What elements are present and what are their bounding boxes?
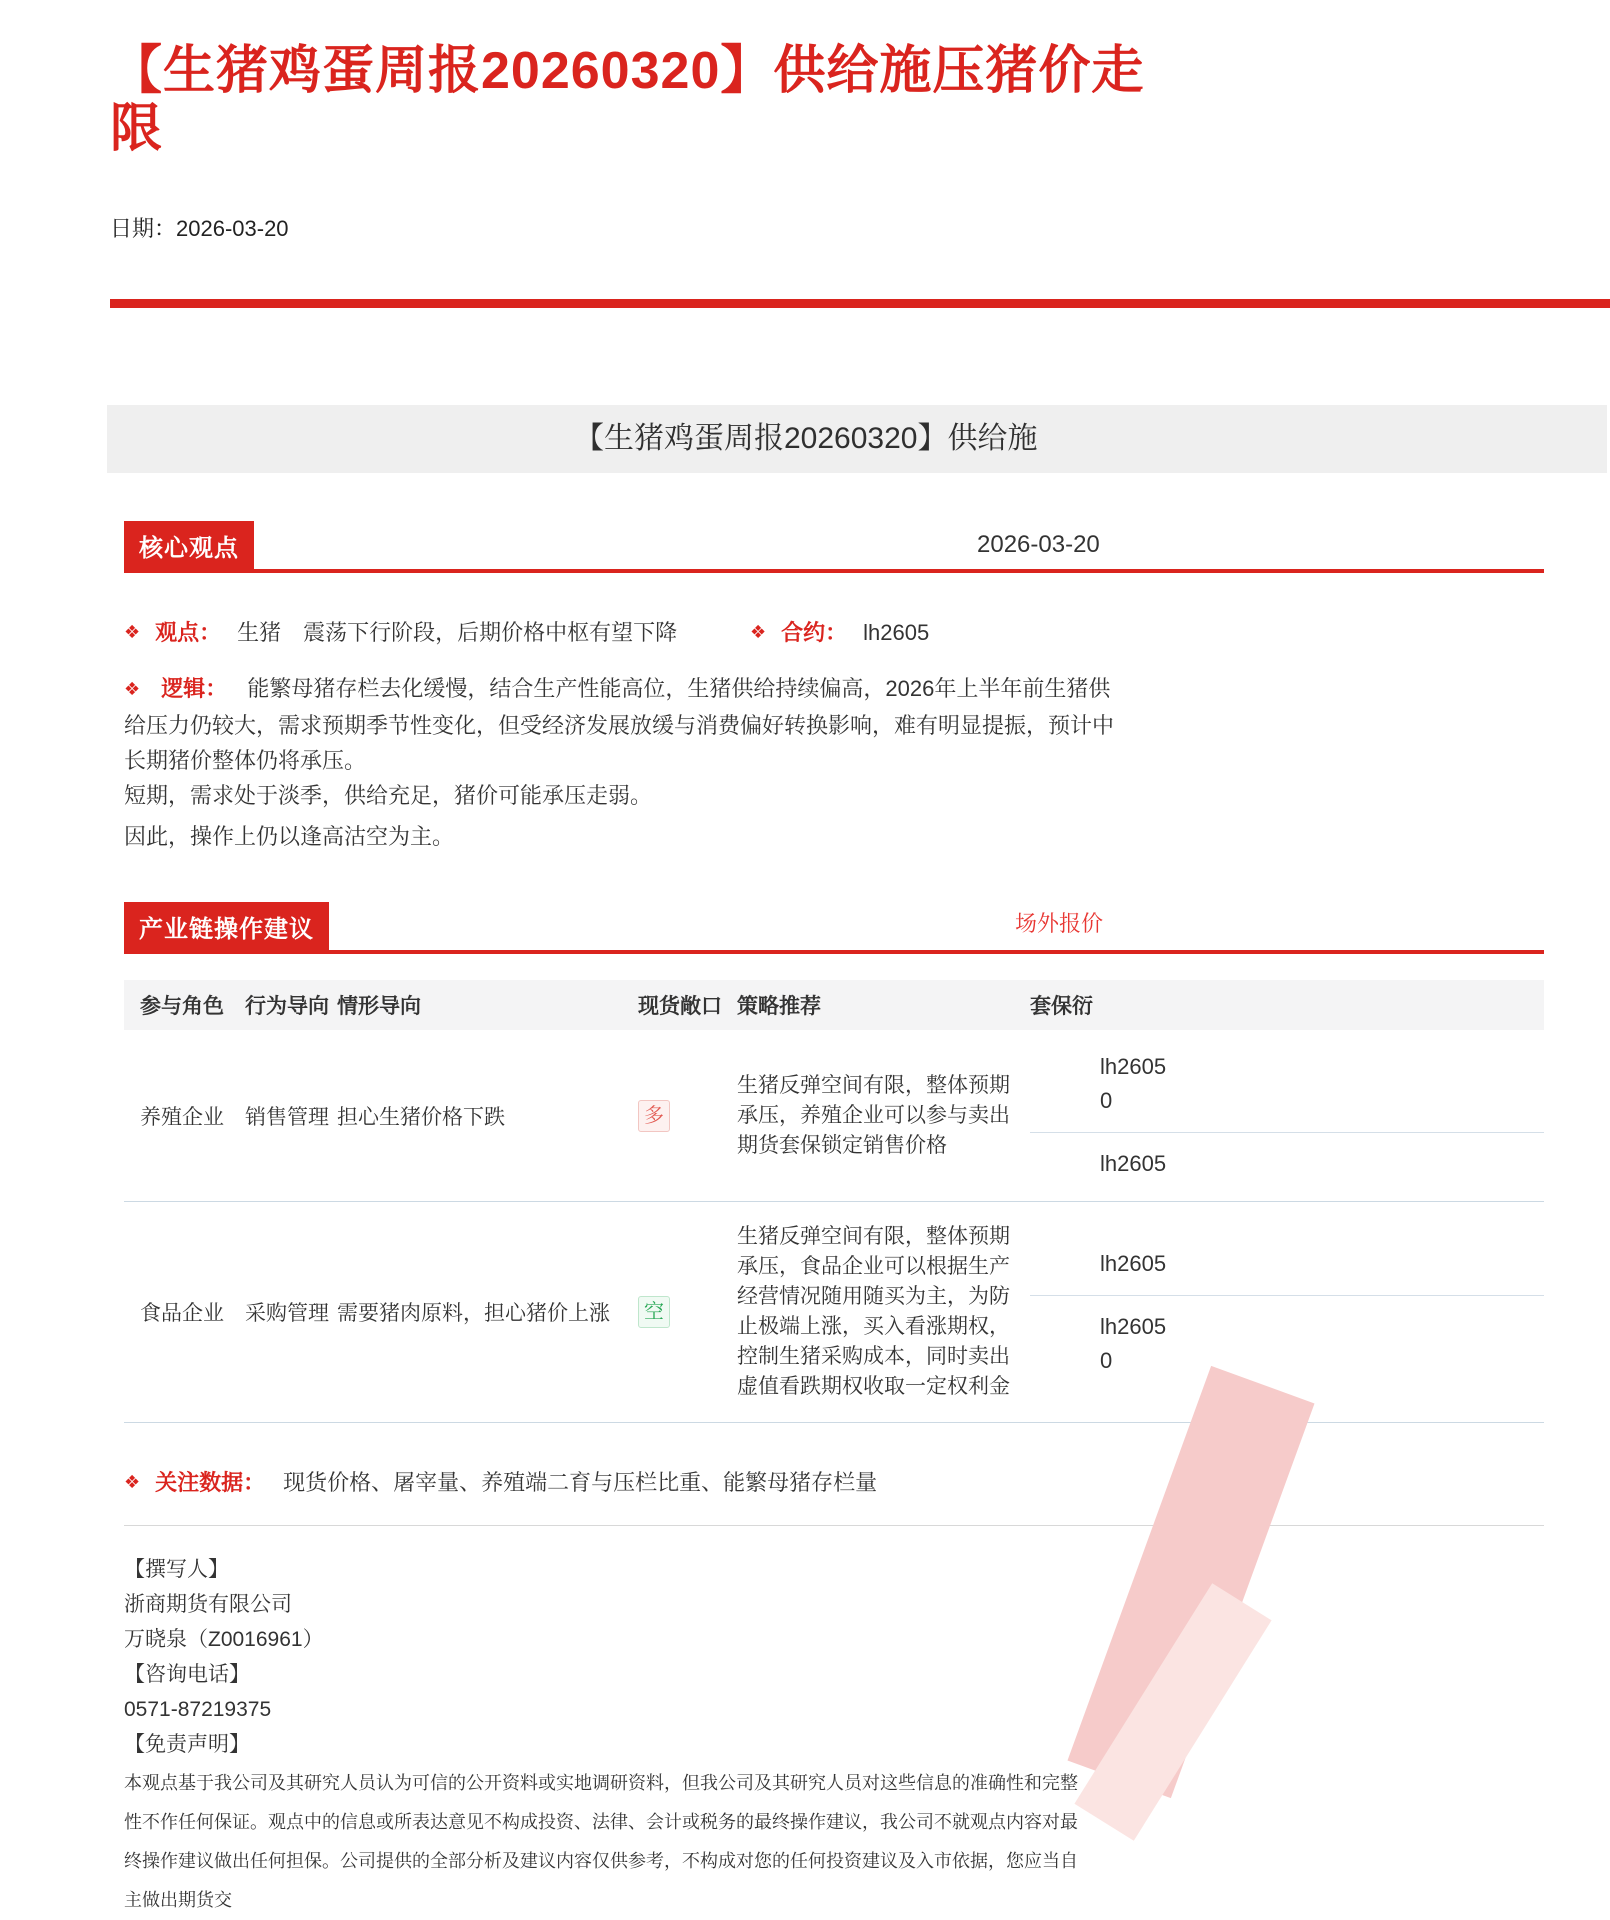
- disclaimer-text: 本观点基于我公司及其研究人员认为可信的公开资料或实地调研资料，但我公司及其研究人员对这些信息的准确性和完整性不作任何保证。观点中的信息或所表达意见不构成投资、法律、会计或税务的最终操作建议，我公司不就观点内容对最终操作建议做出任何担保。公司提供的全部分析及建议内容仅供参考，不构成对您的任何投资建议及入市依据，您应当自主做出期货交: [124, 1773, 1078, 1910]
- hedge-contract: lh2605: [1100, 1151, 1167, 1176]
- hedge-contract: lh2605: [1100, 1313, 1167, 1339]
- chain-advice-title: 产业链操作建议: [124, 902, 329, 950]
- report-page: [0, 42, 1188, 1910]
- phone-number: 0571-87219375: [124, 1698, 272, 1721]
- page-title-line2: 限: [110, 100, 164, 158]
- phone-header: 【咨询电话】: [124, 1663, 250, 1686]
- hedge-entry: [1030, 1295, 1544, 1392]
- logic-paragraph: [124, 671, 1114, 778]
- hedge-contract: lh2605: [1100, 1250, 1167, 1276]
- cell-behavior: 采购管理: [245, 1202, 337, 1423]
- red-divider-bar: [110, 299, 1610, 308]
- company-name: 浙商期货有限公司: [124, 1593, 292, 1616]
- col-header-behavior: 行为导向: [245, 995, 329, 1018]
- viewpoint-contract-row: [124, 619, 1544, 647]
- hedge-entry: [1030, 1233, 1544, 1295]
- logic-label: 逻辑：: [161, 676, 228, 701]
- table-row: [124, 1030, 1544, 1202]
- section-core-viewpoint-header: [124, 521, 1544, 573]
- contract-item: [750, 619, 929, 647]
- focus-data-row: [124, 1469, 1544, 1497]
- conclusion-note: 因此，操作上仍以逢高沽空为主。: [124, 824, 455, 849]
- hedge-contract-wrap: 0: [1100, 1088, 1113, 1113]
- diamond-bullet-icon: ❖: [124, 622, 141, 642]
- short-exposure-badge: 空: [638, 1296, 670, 1328]
- diamond-bullet-icon: ❖: [124, 1472, 141, 1492]
- author-name: 万晓泉（Z0016961）: [124, 1628, 324, 1651]
- contract-label: 合约：: [781, 620, 848, 645]
- hedge-entry: [1030, 1132, 1544, 1195]
- report-content: [124, 521, 1544, 1920]
- report-footer: [124, 1552, 1544, 1920]
- page-title: [110, 42, 1188, 158]
- author-header: 【撰写人】: [124, 1558, 229, 1581]
- col-header-situation: 情形导向: [337, 995, 421, 1018]
- otc-quote-link[interactable]: 场外报价: [1015, 911, 1104, 936]
- cell-role: 养殖企业: [140, 1105, 224, 1129]
- diamond-bullet-icon: ❖: [124, 679, 141, 699]
- col-header-hedge: 套保衍: [1030, 995, 1093, 1018]
- cell-hedge-derivatives: [1030, 1030, 1544, 1202]
- page-title-line1: 【生猪鸡蛋周报20260320】供给施压猪价走: [110, 42, 1145, 100]
- col-header-role: 参与角色: [140, 995, 224, 1018]
- publish-date: 日期：2026-03-20: [110, 216, 289, 241]
- focus-data-label: 关注数据：: [155, 1470, 266, 1495]
- col-header-exposure: 现货敞口: [638, 995, 722, 1018]
- hedge-entry: [1030, 1036, 1544, 1132]
- focus-data-text: 现货价格、屠宰量、养殖端二育与压栏比重、能繁母猪存栏量: [283, 1470, 878, 1495]
- core-viewpoint-title: 核心观点: [124, 521, 254, 569]
- table-row: [124, 1202, 1544, 1423]
- col-header-strategy: 策略推荐: [737, 995, 821, 1018]
- cell-strategy: 生猪反弹空间有限，整体预期承压，养殖企业可以参与卖出期货套保锁定销售价格: [737, 1073, 1010, 1157]
- core-viewpoint-date: 2026-03-20: [977, 531, 1100, 558]
- cell-situation: 担心生猪价格下跌: [337, 1105, 505, 1129]
- short-term-note: 短期，需求处于淡季，供给充足，猪价可能承压走弱。: [124, 783, 653, 808]
- contract-value: lh2605: [863, 620, 930, 645]
- report-banner-title: 【生猪鸡蛋周报20260320】供给施: [574, 422, 1038, 455]
- viewpoint-item: [124, 619, 750, 647]
- table-header: [124, 980, 1544, 1030]
- cell-strategy: 生猪反弹空间有限，整体预期承压，食品企业可以根据生产经营情况随用随买为主，为防止极端上涨，买入看涨期权，控制生猪采购成本，同时卖出虚值看跌期权收取一定权利金: [737, 1202, 1030, 1423]
- article-header: [110, 42, 1188, 243]
- report-banner: [107, 405, 1607, 473]
- diamond-bullet-icon: ❖: [750, 622, 767, 642]
- operation-advice-table: [124, 980, 1544, 1423]
- disclaimer-header: 【免责声明】: [124, 1733, 250, 1756]
- long-exposure-badge: 多: [638, 1100, 670, 1132]
- cell-exposure: [638, 1202, 737, 1423]
- hedge-contract: lh2605: [1100, 1054, 1167, 1079]
- cell-hedge-derivatives: [1030, 1202, 1544, 1423]
- hedge-contract-wrap: 0: [1100, 1347, 1113, 1373]
- cell-behavior: 销售管理: [245, 1105, 329, 1129]
- viewpoint-label: 观点：: [155, 620, 222, 645]
- logic-text: 能繁母猪存栏去化缓慢，结合生产性能高位，生猪供给持续偏高，2026年上半年前生猪供给压力仍较大，需求预期季节性变化，但受经济发展放缓与消费偏好转换影响，难有明显提振，预计中长期猪价整体仍将承压。: [124, 676, 1115, 773]
- cell-role: 食品企业: [124, 1202, 245, 1423]
- viewpoint-value: 生猪 震荡下行阶段，后期价格中枢有望下降: [237, 620, 678, 645]
- section-chain-advice-header: [124, 902, 1544, 954]
- footer-divider: [124, 1525, 1544, 1526]
- cell-situation: 需要猪肉原料，担心猪价上涨: [337, 1202, 638, 1423]
- cell-exposure: [638, 1030, 737, 1202]
